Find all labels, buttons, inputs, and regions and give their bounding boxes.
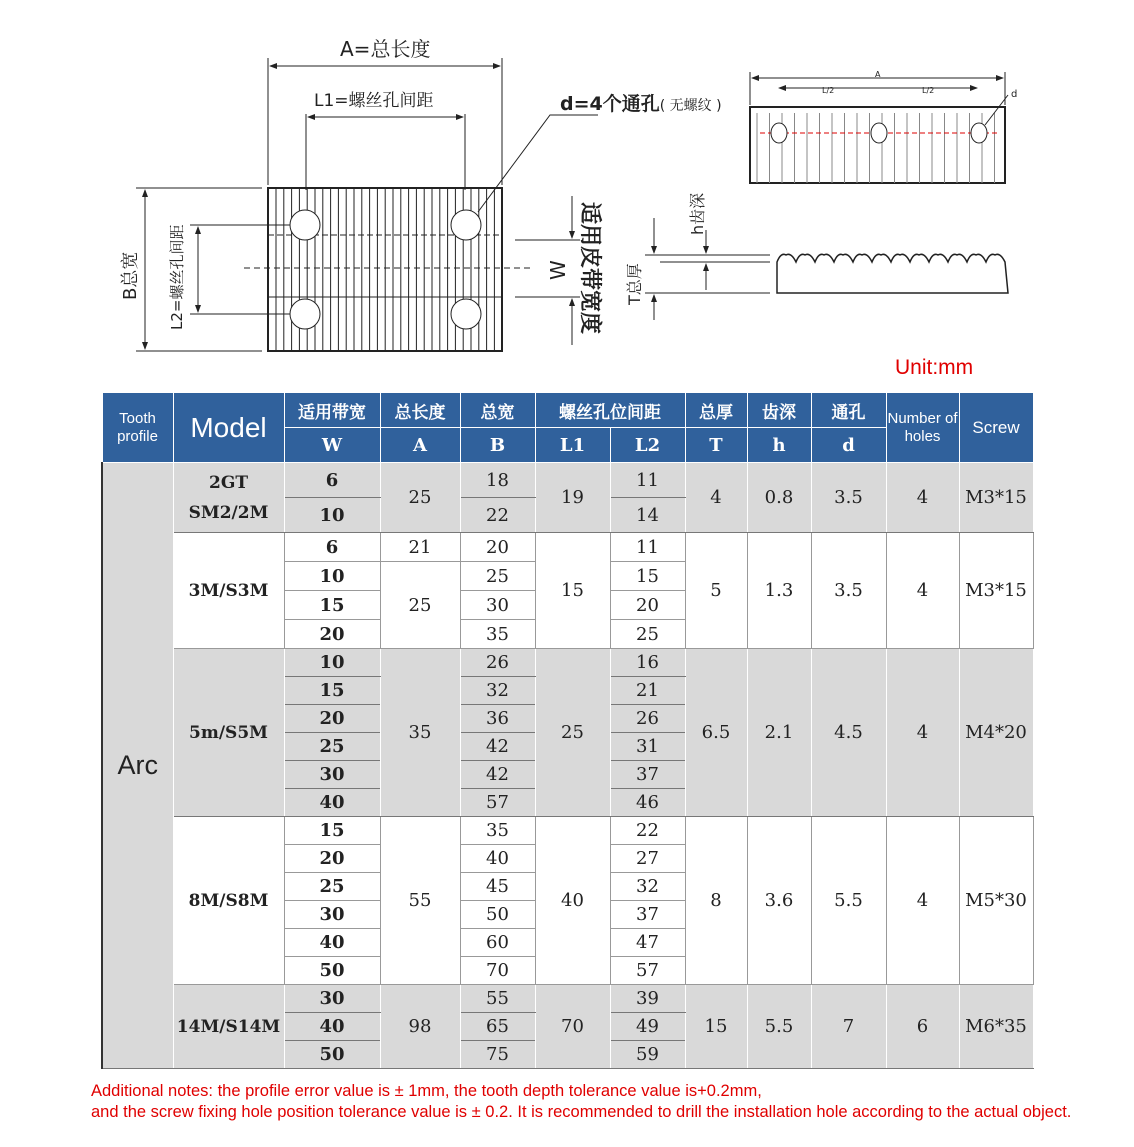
width-cell: 25: [460, 562, 535, 591]
l2-cell: 20: [610, 591, 685, 620]
through-hole-cell: 3.5: [811, 463, 886, 533]
belt-width-cell: 6: [284, 533, 380, 562]
width-cell: 20: [460, 533, 535, 562]
width-cell: 35: [460, 620, 535, 649]
header-a: A: [380, 428, 460, 463]
length-cell: 55: [380, 817, 460, 985]
belt-width-cell: 40: [284, 789, 380, 817]
header-hole-spacing: 螺丝孔位间距: [535, 393, 685, 428]
l2-cell: 47: [610, 929, 685, 957]
l2-cell: 39: [610, 985, 685, 1013]
header-length: 总长度: [380, 393, 460, 428]
header-through-hole: 通孔: [811, 393, 886, 428]
l1-dimension-label: L1=螺丝孔间距: [314, 91, 434, 111]
table-row: [102, 533, 1033, 562]
belt-width-cell: 50: [284, 1041, 380, 1069]
thickness-cell: 4: [685, 463, 747, 533]
header-h: h: [747, 428, 811, 463]
belt-width-cell: 25: [284, 733, 380, 761]
w-dimension-label: W: [546, 260, 570, 280]
width-cell: 26: [460, 649, 535, 677]
model-name: 14M/S14M: [176, 1016, 281, 1037]
width-cell: 70: [460, 957, 535, 985]
model-name: 2GT: [209, 472, 248, 493]
belt-width-cell: 10: [284, 562, 380, 591]
note-line: and the screw fixing hole position tolerance value is ± 0.2. It is recommended to drill the installation hole according to the actual object.: [91, 1103, 1072, 1121]
thickness-cell: 8: [685, 817, 747, 985]
l2-cell: 27: [610, 845, 685, 873]
l2-cell: 11: [610, 533, 685, 562]
l1-cell: 40: [535, 817, 610, 985]
length-cell: 25: [380, 463, 460, 533]
belt-width-cell: 50: [284, 957, 380, 985]
model-cell: [173, 649, 284, 817]
l1-cell: 70: [535, 985, 610, 1069]
belt-width-cell: 30: [284, 761, 380, 789]
thickness-cell: 5: [685, 533, 747, 649]
l1-cell: 19: [535, 463, 610, 533]
a-dimension-label: A=总长度: [340, 37, 431, 61]
width-cell: 45: [460, 873, 535, 901]
model-name: 8M/S8M: [188, 890, 269, 911]
l2-cell: 25: [610, 620, 685, 649]
width-cell: 32: [460, 677, 535, 705]
tooth-depth-cell: 2.1: [747, 649, 811, 817]
header-width: 总宽: [460, 393, 535, 428]
header-d: d: [811, 428, 886, 463]
l2-cell: 59: [610, 1041, 685, 1069]
table-row: [102, 649, 1033, 677]
header-t: T: [685, 428, 747, 463]
model-name: 3M/S3M: [188, 580, 269, 601]
screw-cell: M6*35: [959, 985, 1033, 1069]
model-cell: [173, 463, 284, 533]
width-cell: 40: [460, 845, 535, 873]
holes-cell: 4: [886, 649, 959, 817]
l2-cell: 11: [610, 463, 685, 498]
l2-cell: 32: [610, 873, 685, 901]
b-dimension-label: B总宽: [120, 251, 141, 300]
width-cell: 65: [460, 1013, 535, 1041]
l2-cell: 46: [610, 789, 685, 817]
through-hole-cell: 7: [811, 985, 886, 1069]
right-a-label: A: [875, 70, 881, 79]
holes-cell: 4: [886, 463, 959, 533]
width-cell: 50: [460, 901, 535, 929]
header-thickness: 总厚: [685, 393, 747, 428]
belt-width-cell: 10: [284, 649, 380, 677]
l2-cell: 37: [610, 901, 685, 929]
l2-cell: 14: [610, 498, 685, 533]
model-cell: [173, 533, 284, 649]
belt-width-cell: 15: [284, 817, 380, 845]
belt-width-label: 适用皮带宽度: [577, 202, 602, 335]
table-row: [102, 817, 1033, 845]
belt-width-cell: 20: [284, 620, 380, 649]
l2-cell: 26: [610, 705, 685, 733]
belt-width-cell: 25: [284, 873, 380, 901]
through-hole-cell: 5.5: [811, 817, 886, 985]
header-holes: Number of holes: [886, 393, 959, 463]
width-cell: 18: [460, 463, 535, 498]
through-hole-cell: 3.5: [811, 533, 886, 649]
model-name: 5m/S5M: [189, 722, 268, 743]
tooth-depth-cell: 3.6: [747, 817, 811, 985]
tooth-depth-cell: 5.5: [747, 985, 811, 1069]
belt-width-cell: 30: [284, 985, 380, 1013]
holes-cell: 4: [886, 817, 959, 985]
header-tooth-profile: Tooth profile: [102, 393, 173, 463]
belt-width-cell: 10: [284, 498, 380, 533]
screw-cell: M5*30: [959, 817, 1033, 985]
unit-label: Unit:mm: [895, 356, 974, 379]
l1-cell: 15: [535, 533, 610, 649]
h-dimension-label: h齿深: [688, 192, 707, 235]
spec-table-body: [102, 463, 1033, 1069]
belt-width-cell: 40: [284, 1013, 380, 1041]
additional-notes: [91, 1081, 1071, 1123]
belt-width-cell: 20: [284, 845, 380, 873]
table-row: [102, 463, 1033, 498]
l2-cell: 49: [610, 1013, 685, 1041]
belt-width-cell: 20: [284, 705, 380, 733]
width-cell: 42: [460, 733, 535, 761]
model-name: SM2/2M: [188, 502, 269, 523]
belt-width-cell: 30: [284, 901, 380, 929]
l2-cell: 37: [610, 761, 685, 789]
width-cell: 36: [460, 705, 535, 733]
length-cell: 98: [380, 985, 460, 1069]
l2-cell: 57: [610, 957, 685, 985]
width-cell: 30: [460, 591, 535, 620]
note-line: Additional notes: the profile error value is ± 1mm, the tooth depth tolerance value is+0.2mm,: [91, 1082, 762, 1100]
right-d-label: d: [1011, 89, 1018, 100]
l2-cell: 16: [610, 649, 685, 677]
header-b: B: [460, 428, 535, 463]
table-row: [102, 985, 1033, 1013]
right-half-label-1: L/2: [822, 86, 835, 95]
l2-cell: 31: [610, 733, 685, 761]
length-cell: 25: [380, 562, 460, 649]
model-cell: [173, 817, 284, 985]
tooth-profile-cell: Arc: [102, 463, 173, 1069]
l2-cell: 22: [610, 817, 685, 845]
header-w: W: [284, 428, 380, 463]
length-cell: 21: [380, 533, 460, 562]
belt-width-cell: 40: [284, 929, 380, 957]
screw-cell: M3*15: [959, 533, 1033, 649]
width-cell: 35: [460, 817, 535, 845]
belt-width-cell: 6: [284, 463, 380, 498]
tooth-depth-cell: 1.3: [747, 533, 811, 649]
header-l2: L2: [610, 428, 685, 463]
thickness-cell: 15: [685, 985, 747, 1069]
l2-cell: 21: [610, 677, 685, 705]
screw-cell: M4*20: [959, 649, 1033, 817]
width-cell: 60: [460, 929, 535, 957]
belt-width-cell: 15: [284, 591, 380, 620]
width-cell: 75: [460, 1041, 535, 1069]
dimension-diagram: [0, 0, 1134, 390]
holes-cell: 6: [886, 985, 959, 1069]
hole-label: d=4个通孔( 无螺纹 ): [560, 93, 722, 115]
l2-cell: 15: [610, 562, 685, 591]
header-screw: Screw: [959, 393, 1033, 463]
header-l1: L1: [535, 428, 610, 463]
length-cell: 35: [380, 649, 460, 817]
width-cell: 42: [460, 761, 535, 789]
t-dimension-label: T总厚: [625, 263, 644, 305]
tooth-depth-cell: 0.8: [747, 463, 811, 533]
through-hole-cell: 4.5: [811, 649, 886, 817]
header-model: Model: [173, 393, 284, 463]
model-cell: [173, 985, 284, 1069]
header-belt-width: 适用带宽: [284, 393, 380, 428]
l1-cell: 25: [535, 649, 610, 817]
spec-table: [101, 392, 1034, 1069]
width-cell: 22: [460, 498, 535, 533]
screw-cell: M3*15: [959, 463, 1033, 533]
thickness-cell: 6.5: [685, 649, 747, 817]
width-cell: 55: [460, 985, 535, 1013]
right-half-label-2: L/2: [922, 86, 935, 95]
l2-dimension-label: L2=螺丝孔间距: [168, 224, 186, 330]
width-cell: 57: [460, 789, 535, 817]
holes-cell: 4: [886, 533, 959, 649]
header-tooth-depth: 齿深: [747, 393, 811, 428]
belt-width-cell: 15: [284, 677, 380, 705]
